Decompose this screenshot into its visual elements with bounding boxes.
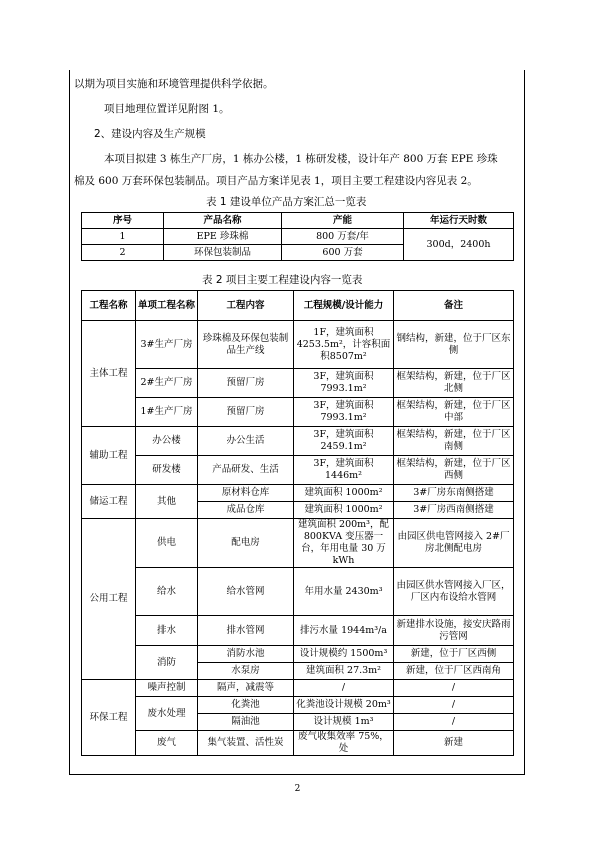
table-header: 工程名称 xyxy=(82,291,136,321)
table-cell: 1F，建筑面积4253.5m²，计容积面积8507m² xyxy=(294,321,394,369)
table-cell: 预留厂房 xyxy=(198,369,294,398)
table-cell: 300d，2400h xyxy=(404,229,514,261)
table-cell: 设计规模 1m³ xyxy=(294,714,394,731)
table-cell: 珍珠棉及环保包装制品生产线 xyxy=(198,321,294,369)
table-header: 产能 xyxy=(282,213,404,229)
table-cell: 3F，建筑面积 7993.1m² xyxy=(294,369,394,398)
table-cell: 成品仓库 xyxy=(198,502,294,519)
table-cell: EPE 珍珠棉 xyxy=(164,229,282,245)
table-cell: 废气收集效率 75%，处 xyxy=(294,731,394,756)
group-cell: 公用工程 xyxy=(82,519,136,680)
table-cell: 建筑面积 1000m² xyxy=(294,485,394,502)
table-cell: 化粪池 xyxy=(198,697,294,714)
table-cell: / xyxy=(294,680,394,697)
table-cell: 新建，位于厂区西侧 xyxy=(394,646,514,663)
construction-table xyxy=(81,290,514,756)
table-cell: 原材料仓库 xyxy=(198,485,294,502)
paragraph-line: 棉及 600 万套环保包装制品。项目产品方案详见表 1，项目主要工程建设内容见表 2。 xyxy=(74,175,478,187)
table-cell: 消防水池 xyxy=(198,646,294,663)
table-cell: 建筑面积 1000m² xyxy=(294,502,394,519)
table-cell: 排水管网 xyxy=(198,616,294,646)
table-cell: 3#厂房西南侧搭建 xyxy=(394,502,514,519)
table-cell: 2#生产厂房 xyxy=(136,369,198,398)
table-cell: 600 万套 xyxy=(282,245,404,261)
table-cell: 废气 xyxy=(136,731,198,756)
table-header: 备注 xyxy=(394,291,514,321)
table-cell: 框架结构，新建，位于厂区中部 xyxy=(394,398,514,427)
table-row xyxy=(82,519,514,568)
paragraph-line: 项目地理位置详见附图 1。 xyxy=(104,103,230,115)
table-cell: 框架结构，新建，位于厂区西侧 xyxy=(394,456,514,485)
table-cell: 3#厂房东南侧搭建 xyxy=(394,485,514,502)
table-cell: 办公生活 xyxy=(198,427,294,456)
group-cell: 储运工程 xyxy=(82,485,136,519)
table-header: 工程规模/设计能力 xyxy=(294,291,394,321)
table-cell: 消防 xyxy=(136,646,198,680)
table-cell: 新建 xyxy=(394,731,514,756)
table-cell: 建筑面积 27.3m² xyxy=(294,663,394,680)
table-cell: 集气装置、活性炭 xyxy=(198,731,294,756)
table-cell: 预留厂房 xyxy=(198,398,294,427)
table-cell: 1 xyxy=(82,229,164,245)
table-row xyxy=(82,568,514,616)
table-cell: 框架结构，新建，位于厂区北侧 xyxy=(394,369,514,398)
table-cell: 给水管网 xyxy=(198,568,294,616)
section-heading: 2、建设内容及生产规模 xyxy=(94,128,206,140)
table-cell: 研发楼 xyxy=(136,456,198,485)
table-row xyxy=(82,616,514,646)
table-cell: 隔油池 xyxy=(198,714,294,731)
table-cell: 建筑面积 200m³，配800KVA 变压器一台，年用电量 30 万 kWh xyxy=(294,519,394,568)
table-header-row xyxy=(82,291,514,321)
table-cell: 隔声，减震等 xyxy=(198,680,294,697)
table-cell: 供电 xyxy=(136,519,198,568)
table-cell: / xyxy=(394,697,514,714)
table-cell: 新建排水设施，接安庆路雨污管网 xyxy=(394,616,514,646)
table-cell: 年用水量 2430m³ xyxy=(294,568,394,616)
table-cell: 3F，建筑面积 1446m² xyxy=(294,456,394,485)
table-cell: 1#生产厂房 xyxy=(136,398,198,427)
paragraph-line: 以期为项目实施和环境管理提供科学依据。 xyxy=(74,78,274,90)
table-cell: / xyxy=(394,680,514,697)
table-header: 序号 xyxy=(82,213,164,229)
table-cell: 3F，建筑面积 7993.1m² xyxy=(294,398,394,427)
table-cell: 废水处理 xyxy=(136,697,198,731)
group-cell: 环保工程 xyxy=(82,680,136,756)
table-cell: 800 万套/年 xyxy=(282,229,404,245)
table-cell: / xyxy=(394,714,514,731)
table-row xyxy=(82,456,514,485)
table2-caption: 表 2 项目主要工程建设内容一览表 xyxy=(202,274,363,286)
table-cell: 框架结构，新建，位于厂区南侧 xyxy=(394,427,514,456)
table-cell: 办公楼 xyxy=(136,427,198,456)
table-cell: 新建，位于厂区西南角 xyxy=(394,663,514,680)
table-cell: 由园区供电管网接入 2#厂房北侧配电房 xyxy=(394,519,514,568)
table-row xyxy=(82,680,514,697)
table-row xyxy=(82,646,514,663)
group-cell: 辅助工程 xyxy=(82,427,136,485)
table-cell: 化粪池设计规模 20m³ xyxy=(294,697,394,714)
table-cell: 3F，建筑面积 2459.1m² xyxy=(294,427,394,456)
table-cell: 排水 xyxy=(136,616,198,646)
table-row xyxy=(82,697,514,714)
table-cell: 钢结构，新建，位于厂区东侧 xyxy=(394,321,514,369)
table-cell: 设计规模约 1500m³ xyxy=(294,646,394,663)
table-row xyxy=(82,427,514,456)
table1-caption: 表 1 建设单位产品方案汇总一览表 xyxy=(206,196,367,208)
table-cell: 配电房 xyxy=(198,519,294,568)
table-row xyxy=(82,369,514,398)
table-cell: 给水 xyxy=(136,568,198,616)
table-row xyxy=(82,485,514,502)
table-cell: 环保包装制品 xyxy=(164,245,282,261)
paragraph-line: 本项目拟建 3 栋生产厂房，1 栋办公楼，1 栋研发楼，设计年产 800 万套 EPE 珍珠 xyxy=(104,153,498,165)
product-table xyxy=(81,212,514,261)
table-header: 单项工程名称 xyxy=(136,291,198,321)
group-cell: 主体工程 xyxy=(82,321,136,427)
table-row xyxy=(82,398,514,427)
table-cell: 2 xyxy=(82,245,164,261)
table-cell: 排污水量 1944m³/a xyxy=(294,616,394,646)
table-cell: 水泵房 xyxy=(198,663,294,680)
table-cell: 噪声控制 xyxy=(136,680,198,697)
table-row xyxy=(82,229,514,245)
table-row xyxy=(82,731,514,756)
table-cell: 其他 xyxy=(136,485,198,519)
table-header-row xyxy=(82,213,514,229)
table-cell: 由园区供水管网接入厂区，厂区内布设给水管网 xyxy=(394,568,514,616)
table-cell: 3#生产厂房 xyxy=(136,321,198,369)
table-header: 工程内容 xyxy=(198,291,294,321)
table-header: 产品名称 xyxy=(164,213,282,229)
table-header: 年运行天时数 xyxy=(404,213,514,229)
table-row xyxy=(82,321,514,369)
page-number: 2 xyxy=(294,784,301,794)
table-cell: 产品研发、生活 xyxy=(198,456,294,485)
